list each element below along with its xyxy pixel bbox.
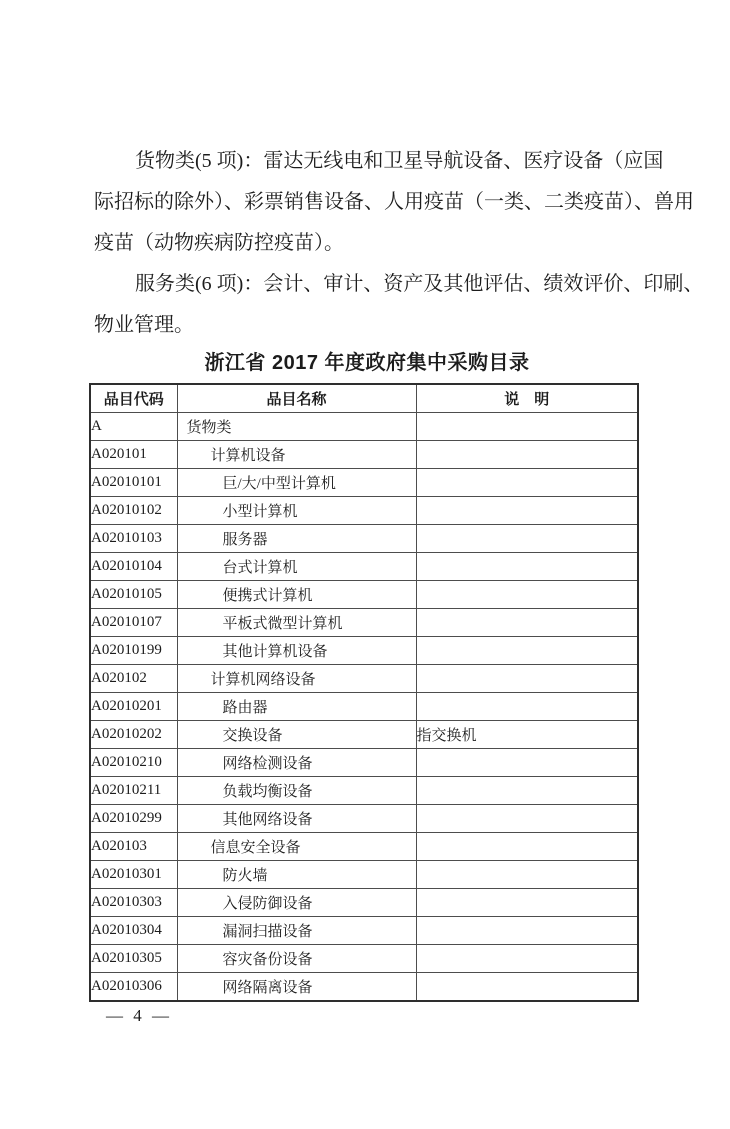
table-row [90, 637, 638, 665]
item-code-cell: A02010304 [90, 917, 177, 945]
table-row [90, 833, 638, 861]
item-name-cell: 网络检测设备 [177, 749, 416, 777]
table-row [90, 525, 638, 553]
table-row [90, 609, 638, 637]
table-row [90, 973, 638, 1002]
item-name-cell: 计算机设备 [177, 441, 416, 469]
item-name-cell: 服务器 [177, 525, 416, 553]
item-note-cell [416, 889, 638, 917]
item-note-cell [416, 413, 638, 441]
item-code-cell: A020103 [90, 833, 177, 861]
item-name-cell: 巨/大/中型计算机 [177, 469, 416, 497]
table-row [90, 413, 638, 441]
item-note-cell [416, 497, 638, 525]
item-code-cell: A02010199 [90, 637, 177, 665]
item-note-cell [416, 469, 638, 497]
table-row [90, 497, 638, 525]
item-name-cell: 小型计算机 [177, 497, 416, 525]
item-note-cell [416, 693, 638, 721]
item-code-cell: A02010299 [90, 805, 177, 833]
table-row [90, 721, 638, 749]
item-note-cell [416, 833, 638, 861]
table-row [90, 917, 638, 945]
item-name-cell: 台式计算机 [177, 553, 416, 581]
paragraph-line: 际招标的除外）、彩票销售设备、人用疫苗（一类、二类疫苗）、兽用 [94, 191, 694, 213]
page-number: — 4 — [106, 1006, 172, 1025]
item-name-cell: 负载均衡设备 [177, 777, 416, 805]
item-note-cell [416, 553, 638, 581]
item-name-cell: 计算机网络设备 [177, 665, 416, 693]
paragraph-line: 货物类(5 项)：雷达无线电和卫星导航设备、医疗设备（应国 [135, 150, 664, 172]
item-note-cell: 指交换机 [416, 721, 638, 749]
item-name-cell: 便携式计算机 [177, 581, 416, 609]
table-row [90, 693, 638, 721]
item-code-cell: A02010202 [90, 721, 177, 749]
item-name-cell: 路由器 [177, 693, 416, 721]
paragraph-line: 物业管理。 [94, 314, 194, 336]
item-code-cell: A020102 [90, 665, 177, 693]
table-row [90, 553, 638, 581]
item-note-cell [416, 609, 638, 637]
catalog-table [89, 383, 639, 1002]
item-note-cell [416, 525, 638, 553]
item-note-cell [416, 777, 638, 805]
item-code-cell: A02010211 [90, 777, 177, 805]
item-code-cell: A [90, 413, 177, 441]
col-header-item-code: 品目代码 [90, 384, 177, 413]
item-note-cell [416, 805, 638, 833]
item-code-cell: A02010306 [90, 973, 177, 1002]
item-note-cell [416, 441, 638, 469]
item-name-cell: 货物类 [177, 413, 416, 441]
paragraph-line: 服务类(6 项)：会计、审计、资产及其他评估、绩效评价、印刷、 [135, 273, 704, 295]
item-code-cell: A02010105 [90, 581, 177, 609]
body-paragraph [94, 264, 704, 346]
item-code-cell: A02010301 [90, 861, 177, 889]
item-note-cell [416, 665, 638, 693]
item-name-cell: 信息安全设备 [177, 833, 416, 861]
table-row [90, 441, 638, 469]
item-name-cell: 漏洞扫描设备 [177, 917, 416, 945]
item-note-cell [416, 581, 638, 609]
table-row [90, 777, 638, 805]
intro-paragraphs [94, 141, 704, 346]
table-row [90, 889, 638, 917]
item-name-cell: 交换设备 [177, 721, 416, 749]
item-code-cell: A02010210 [90, 749, 177, 777]
table-row [90, 805, 638, 833]
item-name-cell: 其他网络设备 [177, 805, 416, 833]
item-code-cell: A02010101 [90, 469, 177, 497]
item-code-cell: A02010107 [90, 609, 177, 637]
table-row [90, 945, 638, 973]
item-code-cell: A02010201 [90, 693, 177, 721]
item-code-cell: A020101 [90, 441, 177, 469]
table-title: 浙江省 2017 年度政府集中采购目录 [204, 352, 530, 374]
item-name-cell: 其他计算机设备 [177, 637, 416, 665]
item-note-cell [416, 917, 638, 945]
item-code-cell: A02010103 [90, 525, 177, 553]
item-note-cell [416, 861, 638, 889]
item-note-cell [416, 637, 638, 665]
table-row [90, 581, 638, 609]
item-code-cell: A02010102 [90, 497, 177, 525]
item-name-cell: 平板式微型计算机 [177, 609, 416, 637]
col-header-note: 说 明 [416, 384, 638, 413]
col-header-item-name: 品目名称 [177, 384, 416, 413]
table-row [90, 665, 638, 693]
table-header-row [90, 384, 638, 413]
item-code-cell: A02010303 [90, 889, 177, 917]
item-name-cell: 入侵防御设备 [177, 889, 416, 917]
table-row [90, 861, 638, 889]
table-row [90, 749, 638, 777]
item-note-cell [416, 749, 638, 777]
catalog-table-body [90, 413, 638, 1002]
item-name-cell: 网络隔离设备 [177, 973, 416, 1002]
item-name-cell: 容灾备份设备 [177, 945, 416, 973]
table-row [90, 469, 638, 497]
item-name-cell: 防火墙 [177, 861, 416, 889]
item-code-cell: A02010305 [90, 945, 177, 973]
item-note-cell [416, 945, 638, 973]
item-code-cell: A02010104 [90, 553, 177, 581]
item-note-cell [416, 973, 638, 1002]
body-paragraph [94, 141, 694, 264]
paragraph-line: 疫苗（动物疾病防控疫苗）。 [94, 232, 344, 254]
